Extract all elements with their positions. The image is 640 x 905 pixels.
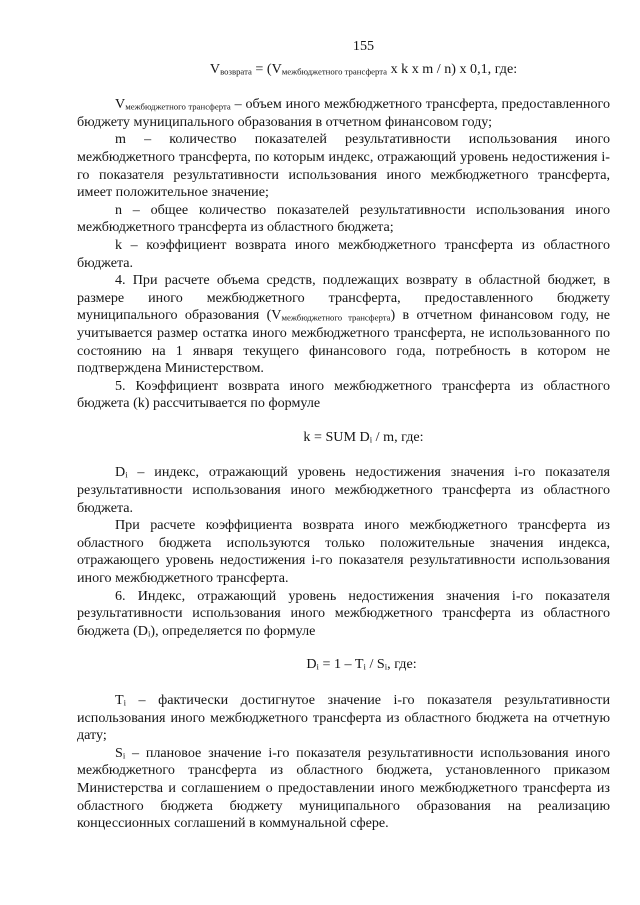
definition-d — [77, 464, 610, 517]
formula-rest: x k x m / n) x 0,1, где: — [387, 60, 518, 77]
note-positive-values: При расчете коэффициента возврата иного межбюджетного трансферта из областного бюджета используются только положительные значения индекса, отражающего уровень недостижения i-го показателя результативности использования иного межбюджетного трансферта. — [77, 517, 610, 587]
definition-t — [77, 692, 610, 745]
definition-k: k – коэффициент возврата иного межбюджетного трансферта из областного бюджета. — [77, 236, 610, 271]
definition-d-subscript: i — [125, 470, 128, 481]
paragraph-item-6 — [77, 588, 610, 641]
formula-d-letter: D — [306, 656, 317, 673]
item6-subscript: i — [147, 628, 151, 639]
formula-d-subscript: i — [316, 662, 319, 673]
formula-k-before: k = SUM D — [303, 428, 370, 445]
paragraph-item-4 — [77, 272, 610, 378]
definition-m: m – количество показателей результативности использования иного межбюджетного трансферта, по которым индекс, отражающий уровень недостижения i-го показателя результативности использования иного межбюджетного трансферта, имеет положительное значение; — [77, 131, 610, 201]
definition-s-letter: S — [115, 744, 123, 761]
item4-subscript: межбюджетного трансферта — [281, 313, 391, 324]
formula-return-volume — [77, 61, 610, 79]
page-number: 155 — [352, 38, 375, 54]
formula-mid: = (V — [251, 60, 282, 77]
formula-d-after: , где: — [387, 656, 417, 673]
definition-t-letter: T — [115, 692, 124, 708]
item4-before: 4. При расчете объема средств, подлежащих возврату в областной бюджет, в размере иного межбюджетного трансферта, предоставленного бюджету муниципального образования (V — [77, 272, 610, 324]
item6-after: ), определяется по формуле — [150, 622, 316, 639]
formula-v-subscript: возврата — [220, 66, 252, 77]
definition-v-letter: V — [115, 96, 126, 113]
definition-s-text: – плановое значение i-го показателя результативности использования иного межбюджетного трансферта из областного бюджета, установленного приказом Министерства и соглашением о предоставлении иного межбюджетного трансферта из областного бюджета бюджету муниципального образования на реализацию концессионных соглашений в коммунальной сфере. — [77, 744, 610, 832]
formula-d-mid2: / S — [365, 656, 385, 673]
paragraph-item-5: 5. Коэффициент возврата иного межбюджетного трансферта из областного бюджета (k) рассчитывается по формуле — [77, 377, 610, 412]
formula-k-after: / m, где: — [372, 428, 424, 445]
formula-d — [77, 656, 610, 674]
item4-after: ) в отчетном финансовом году, не учитывается размер остатка иного межбюджетного трансферта, не использованного по состоянию на 1 января текущего финансового года, потребность в котором не подтверждена Министерством. — [77, 307, 610, 377]
item6-before: 6. Индекс, отражающий уровень недостижения значения i-го показателя результативности использования иного межбюджетного трансферта из областного бюджета (D — [77, 587, 610, 639]
formula-v-letter: V — [209, 60, 221, 77]
formula-k — [77, 429, 610, 447]
definition-v — [77, 96, 610, 131]
definition-n: n – общее количество показателей результативности использования иного межбюджетного трансферта из областного бюджета; — [77, 201, 610, 236]
formula-d-mid: = 1 – T — [318, 656, 364, 673]
definition-t-text: – фактически достигнутое значение i-го показателя результативности использования иного межбюджетного трансферта из областного бюджета на отчетную дату; — [77, 692, 610, 744]
formula-s-subscript: i — [384, 662, 388, 673]
definition-s-subscript: i — [122, 750, 126, 761]
definition-s — [77, 745, 610, 833]
formula-k-subscript: i — [369, 434, 373, 445]
definition-v-subscript: межбюджетного трансферта — [125, 101, 231, 112]
definition-t-subscript: i — [123, 697, 127, 708]
formula-mid-subscript: межбюджетного трансферта — [281, 66, 388, 77]
definition-d-text: – индекс, отражающий уровень недостижения значения i-го показателя результативности использования иного межбюджетного трансферта из областного бюджета. — [77, 464, 610, 516]
formula-t-subscript: i — [363, 662, 366, 673]
definition-d-letter: D — [115, 464, 126, 481]
definition-v-text: – объем иного межбюджетного трансферта, предоставленного бюджету муниципального образования в отчетном финансовом году; — [77, 96, 610, 130]
